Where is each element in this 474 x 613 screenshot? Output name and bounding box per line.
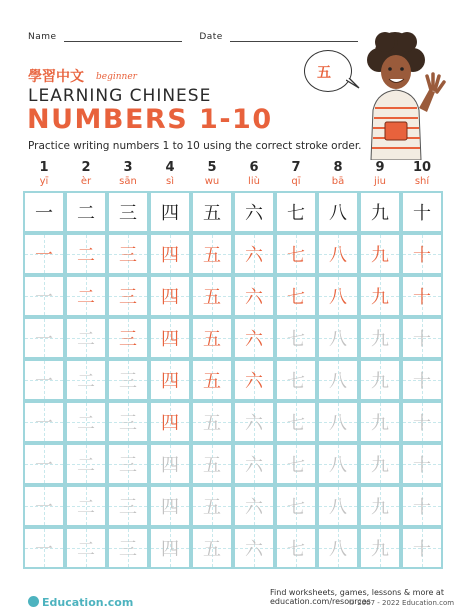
practice-cell[interactable] bbox=[24, 234, 64, 274]
character: 九 bbox=[371, 329, 389, 350]
practice-cell[interactable] bbox=[276, 528, 316, 568]
practice-cell[interactable] bbox=[234, 486, 274, 526]
character: 三 bbox=[119, 497, 137, 518]
character: 十 bbox=[413, 203, 431, 224]
character: 七 bbox=[287, 329, 305, 350]
practice-cell[interactable] bbox=[108, 360, 148, 400]
column-pinyin: shí bbox=[414, 176, 430, 187]
practice-cell[interactable] bbox=[66, 528, 106, 568]
date-label: Date bbox=[199, 32, 223, 42]
column-pinyin: qī bbox=[291, 176, 301, 187]
practice-cell[interactable] bbox=[150, 402, 190, 442]
character: 六 bbox=[245, 497, 263, 518]
character: 九 bbox=[371, 245, 389, 266]
practice-cell[interactable] bbox=[360, 402, 400, 442]
column-number: 1 bbox=[39, 160, 49, 175]
character: 八 bbox=[329, 539, 347, 560]
practice-cell[interactable] bbox=[276, 360, 316, 400]
character: 六 bbox=[245, 203, 263, 224]
character: 四 bbox=[161, 245, 179, 266]
character: 九 bbox=[371, 287, 389, 308]
column-number: 2 bbox=[81, 160, 91, 175]
practice-cell[interactable] bbox=[234, 276, 274, 316]
hanzi-title: 學習中文 bbox=[28, 69, 84, 85]
practice-cell[interactable] bbox=[24, 318, 64, 358]
practice-cell[interactable] bbox=[66, 402, 106, 442]
practice-cell[interactable] bbox=[276, 402, 316, 442]
character: 三 bbox=[119, 455, 137, 476]
character: 五 bbox=[203, 329, 221, 350]
practice-cell[interactable] bbox=[192, 528, 232, 568]
character: 四 bbox=[161, 497, 179, 518]
page-title: NUMBERS 1-10 bbox=[27, 104, 273, 135]
practice-cell[interactable] bbox=[234, 234, 274, 274]
practice-cell[interactable] bbox=[66, 276, 106, 316]
practice-cell[interactable] bbox=[150, 528, 190, 568]
character: 六 bbox=[245, 539, 263, 560]
character: 五 bbox=[203, 287, 221, 308]
character: 七 bbox=[287, 497, 305, 518]
character: 十 bbox=[413, 371, 431, 392]
character: 四 bbox=[161, 287, 179, 308]
practice-cell[interactable] bbox=[24, 528, 64, 568]
column-number: 3 bbox=[123, 160, 133, 175]
kid-illustration bbox=[355, 30, 450, 160]
practice-cell[interactable] bbox=[66, 234, 106, 274]
practice-cell[interactable] bbox=[66, 486, 106, 526]
character: 一 bbox=[35, 329, 53, 350]
character: 二 bbox=[77, 455, 95, 476]
character: 四 bbox=[161, 539, 179, 560]
model-cell[interactable] bbox=[318, 192, 358, 232]
practice-cell[interactable] bbox=[360, 360, 400, 400]
character: 十 bbox=[413, 539, 431, 560]
character: 一 bbox=[35, 371, 53, 392]
practice-cell[interactable] bbox=[276, 318, 316, 358]
practice-cell[interactable] bbox=[150, 486, 190, 526]
practice-cell[interactable] bbox=[402, 276, 442, 316]
practice-cell[interactable] bbox=[150, 234, 190, 274]
character: 二 bbox=[77, 329, 95, 350]
column-pinyin: yī bbox=[39, 176, 49, 187]
name-label: Name bbox=[28, 32, 57, 42]
character: 一 bbox=[35, 413, 53, 434]
character: 三 bbox=[119, 539, 137, 560]
character: 一 bbox=[35, 539, 53, 560]
character: 七 bbox=[287, 203, 305, 224]
character: 十 bbox=[413, 497, 431, 518]
character: 一 bbox=[35, 203, 53, 224]
practice-cell[interactable] bbox=[24, 486, 64, 526]
character: 四 bbox=[161, 371, 179, 392]
practice-cell[interactable] bbox=[234, 444, 274, 484]
copyright-text: © 2007 - 2022 Education.com bbox=[348, 599, 455, 607]
character: 二 bbox=[77, 371, 95, 392]
character: 四 bbox=[161, 203, 179, 224]
character: 五 bbox=[203, 245, 221, 266]
character: 三 bbox=[119, 245, 137, 266]
character: 八 bbox=[329, 245, 347, 266]
practice-cell[interactable] bbox=[150, 318, 190, 358]
model-cell[interactable] bbox=[276, 192, 316, 232]
practice-cell[interactable] bbox=[360, 444, 400, 484]
practice-cell[interactable] bbox=[276, 486, 316, 526]
character: 一 bbox=[35, 455, 53, 476]
column-pinyin: jiu bbox=[374, 176, 386, 187]
practice-cell[interactable] bbox=[318, 360, 358, 400]
practice-cell[interactable] bbox=[66, 360, 106, 400]
practice-grid bbox=[23, 191, 443, 569]
character: 十 bbox=[413, 413, 431, 434]
model-cell[interactable] bbox=[192, 192, 232, 232]
practice-cell[interactable] bbox=[402, 444, 442, 484]
instruction-text: Practice writing numbers 1 to 10 using the correct stroke order. bbox=[28, 140, 362, 152]
character: 十 bbox=[413, 329, 431, 350]
character: 七 bbox=[287, 287, 305, 308]
character: 四 bbox=[161, 413, 179, 434]
column-pinyin: sì bbox=[166, 176, 174, 187]
practice-cell[interactable] bbox=[234, 318, 274, 358]
practice-cell[interactable] bbox=[192, 234, 232, 274]
model-cell[interactable] bbox=[66, 192, 106, 232]
model-cell[interactable] bbox=[150, 192, 190, 232]
column-number: 6 bbox=[249, 160, 259, 175]
column-number: 4 bbox=[165, 160, 175, 175]
practice-cell[interactable] bbox=[318, 444, 358, 484]
character: 九 bbox=[371, 497, 389, 518]
practice-cell[interactable] bbox=[360, 528, 400, 568]
practice-cell[interactable] bbox=[276, 444, 316, 484]
character: 一 bbox=[35, 287, 53, 308]
practice-cell[interactable] bbox=[108, 528, 148, 568]
character: 六 bbox=[245, 455, 263, 476]
column-pinyin: èr bbox=[80, 176, 92, 187]
practice-cell[interactable] bbox=[24, 276, 64, 316]
character: 十 bbox=[413, 455, 431, 476]
practice-cell[interactable] bbox=[276, 276, 316, 316]
practice-cell[interactable] bbox=[108, 234, 148, 274]
model-cell[interactable] bbox=[24, 192, 64, 232]
model-cell[interactable] bbox=[360, 192, 400, 232]
character: 八 bbox=[329, 203, 347, 224]
character: 四 bbox=[161, 455, 179, 476]
character: 三 bbox=[119, 287, 137, 308]
character: 一 bbox=[35, 245, 53, 266]
character: 六 bbox=[245, 287, 263, 308]
logo-text: Education.com bbox=[42, 596, 134, 609]
character: 六 bbox=[245, 371, 263, 392]
character: 五 bbox=[203, 203, 221, 224]
practice-cell[interactable] bbox=[66, 444, 106, 484]
practice-cell[interactable] bbox=[192, 360, 232, 400]
practice-cell[interactable] bbox=[318, 234, 358, 274]
column-pinyin: liù bbox=[248, 176, 260, 187]
character: 八 bbox=[329, 329, 347, 350]
practice-cell[interactable] bbox=[192, 276, 232, 316]
practice-cell[interactable] bbox=[192, 318, 232, 358]
character: 五 bbox=[203, 455, 221, 476]
character: 三 bbox=[119, 329, 137, 350]
practice-cell[interactable] bbox=[402, 528, 442, 568]
character: 五 bbox=[203, 371, 221, 392]
practice-cell[interactable] bbox=[318, 318, 358, 358]
practice-cell[interactable] bbox=[402, 318, 442, 358]
practice-cell[interactable] bbox=[150, 444, 190, 484]
practice-cell[interactable] bbox=[318, 276, 358, 316]
subtitle: LEARNING CHINESE bbox=[28, 86, 212, 106]
practice-cell[interactable] bbox=[276, 234, 316, 274]
character: 九 bbox=[371, 413, 389, 434]
practice-cell[interactable] bbox=[234, 528, 274, 568]
character: 七 bbox=[287, 413, 305, 434]
practice-cell[interactable] bbox=[108, 444, 148, 484]
practice-cell[interactable] bbox=[402, 234, 442, 274]
character: 七 bbox=[287, 539, 305, 560]
character: 八 bbox=[329, 455, 347, 476]
practice-cell[interactable] bbox=[360, 486, 400, 526]
character: 五 bbox=[203, 539, 221, 560]
practice-cell[interactable] bbox=[108, 402, 148, 442]
character: 四 bbox=[161, 329, 179, 350]
practice-cell[interactable] bbox=[108, 318, 148, 358]
model-cell[interactable] bbox=[234, 192, 274, 232]
practice-cell[interactable] bbox=[402, 402, 442, 442]
model-cell[interactable] bbox=[402, 192, 442, 232]
logo-icon bbox=[28, 596, 39, 607]
column-pinyin: wu bbox=[204, 176, 220, 187]
practice-cell[interactable] bbox=[360, 234, 400, 274]
model-cell[interactable] bbox=[108, 192, 148, 232]
practice-cell[interactable] bbox=[318, 528, 358, 568]
column-number: 7 bbox=[291, 160, 301, 175]
column-number: 10 bbox=[412, 160, 432, 175]
level-label: beginner bbox=[96, 72, 137, 82]
practice-cell[interactable] bbox=[66, 318, 106, 358]
character: 八 bbox=[329, 287, 347, 308]
column-number: 8 bbox=[333, 160, 343, 175]
character: 九 bbox=[371, 371, 389, 392]
date-field[interactable] bbox=[230, 32, 358, 42]
character: 二 bbox=[77, 203, 95, 224]
practice-cell[interactable] bbox=[192, 444, 232, 484]
practice-cell[interactable] bbox=[24, 360, 64, 400]
practice-cell[interactable] bbox=[192, 486, 232, 526]
character: 六 bbox=[245, 245, 263, 266]
practice-cell[interactable] bbox=[108, 276, 148, 316]
name-date-line bbox=[28, 32, 358, 42]
practice-cell[interactable] bbox=[402, 486, 442, 526]
character: 八 bbox=[329, 497, 347, 518]
character: 六 bbox=[245, 329, 263, 350]
character: 六 bbox=[245, 413, 263, 434]
practice-cell[interactable] bbox=[360, 318, 400, 358]
character: 九 bbox=[371, 455, 389, 476]
character: 七 bbox=[287, 245, 305, 266]
character: 七 bbox=[287, 455, 305, 476]
bubble-character: 五 bbox=[317, 65, 331, 81]
character: 二 bbox=[77, 287, 95, 308]
character: 一 bbox=[35, 497, 53, 518]
practice-cell[interactable] bbox=[108, 486, 148, 526]
name-field[interactable] bbox=[64, 32, 182, 42]
character: 二 bbox=[77, 497, 95, 518]
character: 十 bbox=[413, 245, 431, 266]
character: 二 bbox=[77, 413, 95, 434]
character: 八 bbox=[329, 413, 347, 434]
character: 五 bbox=[203, 497, 221, 518]
practice-cell[interactable] bbox=[402, 360, 442, 400]
practice-cell[interactable] bbox=[234, 402, 274, 442]
character: 三 bbox=[119, 371, 137, 392]
practice-cell[interactable] bbox=[24, 444, 64, 484]
character: 二 bbox=[77, 539, 95, 560]
character: 三 bbox=[119, 203, 137, 224]
practice-cell[interactable] bbox=[24, 402, 64, 442]
practice-cell[interactable] bbox=[192, 402, 232, 442]
column-number: 9 bbox=[375, 160, 385, 175]
character: 五 bbox=[203, 413, 221, 434]
practice-cell[interactable] bbox=[234, 360, 274, 400]
character: 七 bbox=[287, 371, 305, 392]
character: 三 bbox=[119, 413, 137, 434]
column-pinyin: bā bbox=[331, 176, 345, 187]
practice-cell[interactable] bbox=[318, 486, 358, 526]
character: 十 bbox=[413, 287, 431, 308]
character: 八 bbox=[329, 371, 347, 392]
practice-cell[interactable] bbox=[150, 360, 190, 400]
character: 九 bbox=[371, 203, 389, 224]
column-pinyin: sān bbox=[119, 176, 137, 187]
character: 九 bbox=[371, 539, 389, 560]
column-number: 5 bbox=[207, 160, 217, 175]
practice-cell[interactable] bbox=[360, 276, 400, 316]
footer-text: Find worksheets, games, lessons & more at education.com/resources bbox=[270, 588, 444, 606]
practice-cell[interactable] bbox=[318, 402, 358, 442]
practice-cell[interactable] bbox=[150, 276, 190, 316]
character: 二 bbox=[77, 245, 95, 266]
education-logo[interactable] bbox=[28, 596, 133, 609]
